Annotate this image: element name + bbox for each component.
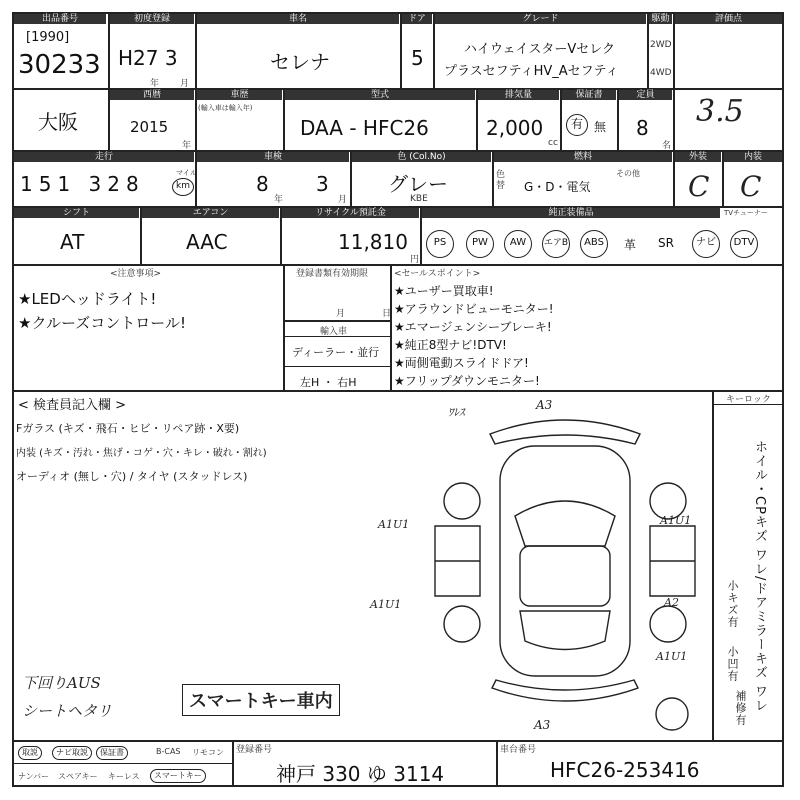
door-label: ドア — [402, 14, 432, 24]
chassis-value: HFC26-253416 — [550, 758, 700, 782]
recycle-label: リサイクル預託金 — [282, 208, 419, 218]
car-name-value: セレナ — [270, 50, 330, 74]
interior-label: 内装 — [724, 152, 782, 162]
acc-bcas: B-CAS — [156, 747, 181, 756]
inspection-year: 8 — [256, 172, 269, 196]
warranty-yes: 有 — [566, 114, 588, 136]
vline — [390, 264, 392, 390]
acc-navi-manual: ナビ取説 — [52, 746, 92, 760]
history-label: 車歴 — [197, 90, 282, 100]
drive-2wd: 2WD — [650, 40, 672, 50]
color-code: KBE — [410, 194, 428, 204]
roof — [520, 546, 610, 606]
year-unit2: 年 — [182, 141, 192, 151]
dealer-type: ディーラー・並行 — [292, 346, 380, 359]
inspection-title: < 検査員記入欄 > — [18, 398, 127, 413]
acc-smart-key: スマートキー — [150, 769, 206, 783]
handwritten-note-2: シートヘタリ — [22, 702, 113, 720]
caution-item-1: ★LEDヘッドライト! — [18, 290, 157, 308]
audio-check: オーディオ (無し・穴) / タイヤ (スタッドレス) — [16, 470, 248, 483]
sales-item: ★ユーザー買取車! — [394, 284, 494, 298]
region: 大阪 — [38, 110, 78, 134]
diagram-note: A1U1 — [378, 518, 410, 531]
side-note-small-dent: 小凹有 — [726, 646, 739, 682]
tv-label: TVチューナー — [724, 209, 768, 217]
fuel-options: G・D・電気 — [524, 180, 591, 194]
handwritten-note-1: 下回りAUS — [22, 674, 101, 692]
grade-label: グレード — [435, 14, 646, 24]
caution-item-2: ★クルーズコントロール! — [18, 314, 186, 332]
sales-item: ★アラウンドビューモニター! — [394, 302, 554, 316]
glass-check: Fガラス (キズ・飛石・ヒビ・リペア跡・X要) — [16, 422, 240, 435]
spare-wheel — [656, 698, 688, 730]
warranty-label: 保証書 — [562, 90, 616, 100]
front-bumper — [490, 420, 640, 444]
hline — [12, 740, 784, 742]
vline — [283, 264, 285, 390]
history-sub: (輸入車は輸入年) — [198, 104, 253, 112]
chassis-label: 車台番号 — [500, 745, 537, 755]
rear-window — [520, 611, 610, 650]
acc-plate: ナンバー — [18, 772, 50, 781]
side-note-repair: 補修有 — [734, 690, 747, 726]
capacity-value: 8 — [636, 116, 649, 140]
hline — [283, 320, 390, 322]
equip-label: 純正装備品 — [422, 208, 720, 218]
reg-day-unit: 日 — [382, 309, 392, 319]
model-value: DAA - HFC26 — [300, 116, 429, 140]
wheel-rear-right — [650, 606, 686, 642]
vline — [496, 740, 498, 787]
vline — [712, 390, 714, 740]
year-value: 2015 — [130, 118, 169, 136]
drive-4wd: 4WD — [650, 68, 672, 78]
windshield — [515, 501, 615, 546]
displacement-value: 2,000 — [486, 116, 544, 140]
insp-year-unit: 年 — [274, 195, 284, 205]
year-unit: 年 — [150, 79, 160, 89]
fuel-label: 燃料 — [494, 152, 672, 162]
rear-bumper — [492, 680, 638, 701]
caution-label: <注意事項> — [110, 269, 162, 279]
side-note-small-scratch: 小キズ有 — [726, 580, 739, 628]
equip-pw: PW — [466, 230, 494, 258]
grade-line1: ハイウェイスターVセレク — [464, 42, 615, 57]
handle-side: 左H ・ 右H — [300, 376, 357, 389]
hline — [283, 366, 390, 367]
auction-code: [1990] — [26, 30, 70, 45]
color-label: 色 (Col.No) — [352, 152, 491, 162]
shift-value: AT — [60, 230, 85, 254]
diagram-note: A3 — [534, 718, 551, 732]
equip-navi: ナビ — [692, 230, 720, 258]
acc-manual: 取説 — [18, 746, 42, 760]
sales-item: ★純正8型ナビ!DTV! — [394, 338, 507, 352]
sales-item: ★エマージェンシーブレーキ! — [394, 320, 552, 334]
diagram-note: ﾜﾚｽ — [448, 406, 465, 419]
score-value: 3.5 — [696, 94, 744, 129]
vehicle-diagram — [420, 396, 710, 736]
wheel-rear-left — [444, 606, 480, 642]
cc-unit: cc — [548, 138, 558, 148]
fuel-other: その他 — [616, 169, 640, 178]
recycle-value: 11,810 — [338, 230, 408, 254]
sales-label: <セールスポイント> — [394, 269, 481, 279]
capacity-unit: 名 — [662, 141, 672, 151]
recolor-label: 色替 — [496, 170, 506, 191]
import-label: 輸入車 — [320, 327, 348, 337]
sales-item: ★両側電動スライドドア! — [394, 356, 529, 370]
recycle-unit: 円 — [410, 255, 420, 265]
equip-abs: ABS — [580, 230, 608, 258]
ac-label: エアコン — [142, 208, 279, 218]
ac-value: AAC — [186, 230, 228, 254]
exterior-value: C — [688, 170, 710, 203]
interior-check: 内装 (キズ・汚れ・焦げ・コゲ・穴・キレ・破れ・割れ) — [16, 448, 267, 459]
vline — [108, 12, 110, 150]
equip-airbag: エアB — [542, 230, 570, 258]
hline — [12, 763, 232, 764]
drive-label: 駆動 — [649, 14, 672, 24]
equip-leather: 革 — [624, 238, 637, 252]
acc-spare-key: スペアキー — [58, 772, 98, 781]
equip-dtv: DTV — [730, 230, 758, 258]
diagram-note: A1U1 — [656, 650, 688, 663]
diagram-note: A1U1 — [370, 598, 402, 611]
first-reg-value: H27 3 — [118, 46, 178, 70]
shift-label: シフト — [14, 208, 139, 218]
acc-remote: リモコン — [192, 748, 224, 757]
acc-warranty: 保証書 — [96, 746, 128, 760]
hline — [12, 390, 784, 392]
displacement-label: 排気量 — [478, 90, 559, 100]
inspection-month: 3 — [316, 172, 329, 196]
equip-aw: AW — [504, 230, 532, 258]
color-value: グレー — [388, 172, 448, 196]
vline — [673, 12, 675, 150]
acc-keyless: キーレス — [108, 772, 140, 781]
model-label: 型式 — [285, 90, 475, 100]
month-unit: 月 — [180, 79, 190, 89]
year-label: 西暦 — [110, 90, 194, 100]
diagram-note: A2 — [664, 596, 679, 609]
diagram-note: A1U1 — [660, 514, 692, 527]
diagram-note: A3 — [536, 398, 553, 412]
door-value: 5 — [411, 46, 424, 70]
warranty-no: 無 — [594, 120, 607, 134]
reg-doc-label: 登録書類有効期限 — [296, 269, 369, 279]
mileage-unit: km — [172, 178, 194, 196]
sales-item: ★フリップダウンモニター! — [394, 374, 540, 388]
inspection-label: 車検 — [197, 152, 349, 162]
vline — [232, 740, 234, 787]
first-reg-label: 初度登録 — [110, 14, 194, 24]
grade-line2: プラスセフティHV_Aセフティ — [444, 64, 619, 79]
equip-ps: PS — [426, 230, 454, 258]
mileage-label: 走行 — [14, 152, 194, 162]
keylock-label: キーロック — [726, 395, 771, 405]
wheel-front-left — [444, 483, 480, 519]
score-label: 評価点 — [675, 14, 782, 24]
reg-month-unit: 月 — [336, 309, 346, 319]
mile-label: マイル — [176, 169, 197, 177]
plate-value: 神戸 330 ゆ 3114 — [276, 762, 445, 786]
capacity-label: 定員 — [619, 90, 672, 100]
lot-number: 30233 — [18, 50, 101, 80]
car-name-label: 車名 — [197, 14, 399, 24]
plate-label: 登録番号 — [236, 745, 273, 755]
insp-month-unit: 月 — [338, 195, 348, 205]
equip-sr: SR — [658, 236, 674, 250]
side-note: ホイル・CPキズ ワレ/ドアミラーキズ ワレ — [752, 440, 767, 713]
mileage-value: 151 328 — [20, 172, 145, 196]
interior-value: C — [740, 170, 762, 203]
exterior-label: 外装 — [675, 152, 721, 162]
stock-label: 出品番号 — [14, 14, 106, 24]
smart-key-note: スマートキー車内 — [182, 684, 340, 716]
